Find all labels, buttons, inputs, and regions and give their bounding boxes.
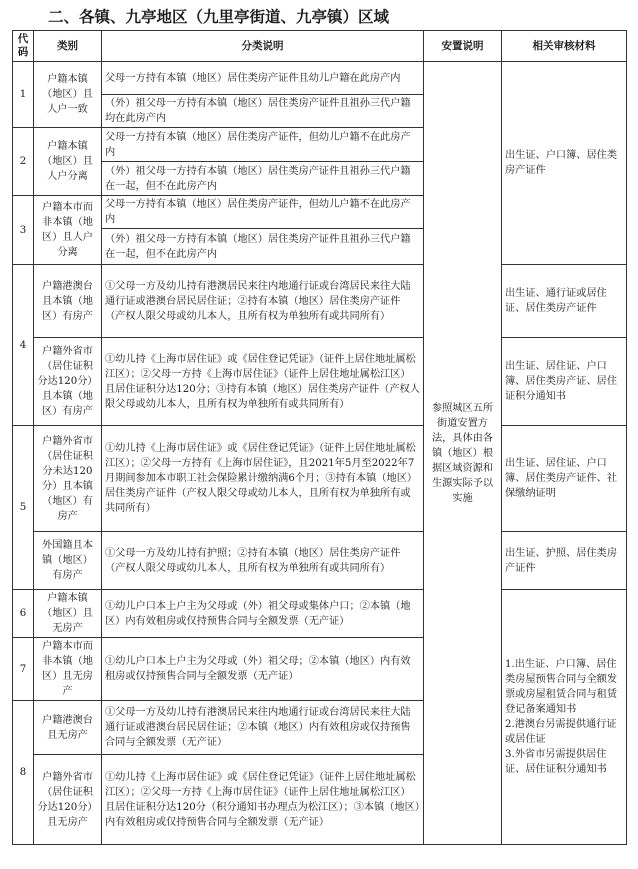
- row-description: ①父母一方及幼儿持有港澳居民来往内地通行证或台湾居民来往大陆通行证或港澳台居民居住证；②持有本镇（地区）居住类房产证件（产权人限父母或幼儿本人，且所有权为单独所有或共同所有）: [102, 265, 424, 338]
- policy-table: [12, 30, 627, 845]
- table-row: [13, 265, 627, 338]
- row-category: 户籍外省市（居住证积分达120分）且无房产: [34, 755, 102, 845]
- materials-group-4: 出生证、居住证、户口簿、居住类房产证件、社保缴纳证明: [502, 426, 627, 532]
- row-category: 户籍本镇（地区）且人户分离: [34, 128, 102, 196]
- row-code: 8: [13, 701, 34, 845]
- row-category: 户籍港澳台且无房产: [34, 701, 102, 755]
- row-description: 父母一方持有本镇（地区）居住类房产证件，但幼儿户籍不在此房产内: [102, 196, 424, 229]
- row-description: （外）祖父母一方持有本镇（地区）居住类房产证件且祖孙三代户籍均在此房产内: [102, 95, 424, 128]
- row-category: 户籍本镇（地区）且人户一致: [34, 62, 102, 128]
- row-category: 外国籍且本镇（地区）有房产: [34, 532, 102, 590]
- row-description: ①幼儿持《上海市居住证》或《居住登记凭证》（证件上居住地址属松江区）；②父母一方持有《上海市居住证》，且2021年5月至2022年7月期间参加本市职工社会保险累计缴纳满6个月；③持有本镇（地区）居住类房产证件（产权人限父母或幼儿本人，且所有权为单独所有或共同所有）: [102, 426, 424, 532]
- header-category: 类别: [34, 31, 102, 62]
- row-category: 户籍本镇（地区）且无房产: [34, 590, 102, 638]
- materials-group-2: 出生证、通行证或居住证、居住类房产证件: [502, 265, 627, 338]
- row-description: 父母一方持有本镇（地区）居住类房产证件，但幼儿户籍不在此房产内: [102, 128, 424, 162]
- row-description: ①父母一方及幼儿持有港澳居民来往内地通行证或台湾居民来往大陆通行证或港澳台居民居住证；②本镇（地区）内有效租房或仅持预售合同与全额发票（无产证）: [102, 701, 424, 755]
- placement-note: 参照城区五所街道安置方法，具体由各镇（地区）根据区域资源和生源实际予以实施: [424, 62, 502, 845]
- table-row: [13, 590, 627, 638]
- materials-group-3: 出生证、居住证、户口簿、居住类房产证、居住证积分通知书: [502, 338, 627, 426]
- materials-group-1: 出生证、户口簿、居住类房产证件: [502, 62, 627, 265]
- row-description: ①幼儿户口本上户主为父母或（外）祖父母或集体户口；②本镇（地区）内有效租房或仅持预售合同与全额发票（无产证）: [102, 590, 424, 638]
- table-row: [13, 426, 627, 532]
- row-code: 7: [13, 638, 34, 701]
- materials-group-5: 出生证、护照、居住类房产证件: [502, 532, 627, 590]
- row-description: ①幼儿户口本上户主为父母或（外）祖父母；②本镇（地区）内有效租房或仅持预售合同与全额发票（无产证）: [102, 638, 424, 701]
- row-category: 户籍外省市（居住证积分达120分）且本镇（地区）有房产: [34, 338, 102, 426]
- row-category: 户籍本市而非本镇（地区）且无房产: [34, 638, 102, 701]
- row-description: ①父母一方及幼儿持有护照；②持有本镇（地区）居住类房产证件（产权人限父母或幼儿本人，且所有权为单独所有或共同所有）: [102, 532, 424, 590]
- table-row: [13, 62, 627, 95]
- header-placement: 安置说明: [424, 31, 502, 62]
- row-code: 6: [13, 590, 34, 638]
- page-title: 二、各镇、九亭地区（九里亭街道、九亭镇）区域: [48, 8, 390, 26]
- row-category: 户籍港澳台且本镇（地区）有房产: [34, 265, 102, 338]
- row-code: 1: [13, 62, 34, 128]
- row-description: ①幼儿持《上海市居住证》或《居住登记凭证》（证件上居住地址属松江区）；②父母一方持《上海市居住证》（证件上居住地址属松江区）且居住证积分达120分；③持有本镇（地区）居住类房产证件（产权人限父母或幼儿本人，且所有权为单独所有或共同所有）: [102, 338, 424, 426]
- table-row: [13, 338, 627, 426]
- row-code: 3: [13, 196, 34, 265]
- row-category: 户籍外省市（居住证积分未达120分）且本镇（地区）有房产: [34, 426, 102, 532]
- materials-group-6: 1.出生证、户口簿、居住类房屋预售合同与全额发票或房屋租赁合同与租赁登记备案通知书 2.港澳台另需提供通行证或居住证 3.外省市另需提供居住证、居住证积分通知书: [502, 590, 627, 845]
- row-description: （外）祖父母一方持有本镇（地区）居住类房产证件且祖孙三代户籍在一起，但不在此房产内: [102, 229, 424, 265]
- header-description: 分类说明: [102, 31, 424, 62]
- header-materials: 相关审核材料: [502, 31, 627, 62]
- header-code: 代码: [13, 31, 34, 62]
- row-description: 父母一方持有本镇（地区）居住类房产证件且幼儿户籍在此房产内: [102, 62, 424, 95]
- table-row: [13, 532, 627, 590]
- header-row: [13, 31, 627, 62]
- row-description: ①幼儿持《上海市居住证》或《居住登记凭证》（证件上居住地址属松江区）；②父母一方持《上海市居住证》（证件上居住地址属松江区）且居住证积分达120分（积分通知书办理点为松江区）；③本镇（地区）内有效租房或仅持预售合同与全额发票（无产证）: [102, 755, 424, 845]
- row-description: （外）祖父母一方持有本镇（地区）居住类房产证件且祖孙三代户籍在一起，但不在此房产内: [102, 162, 424, 196]
- row-category: 户籍本市而非本镇（地区）且人户分离: [34, 196, 102, 265]
- row-code: 4: [13, 265, 34, 426]
- row-code: 2: [13, 128, 34, 196]
- row-code: 5: [13, 426, 34, 590]
